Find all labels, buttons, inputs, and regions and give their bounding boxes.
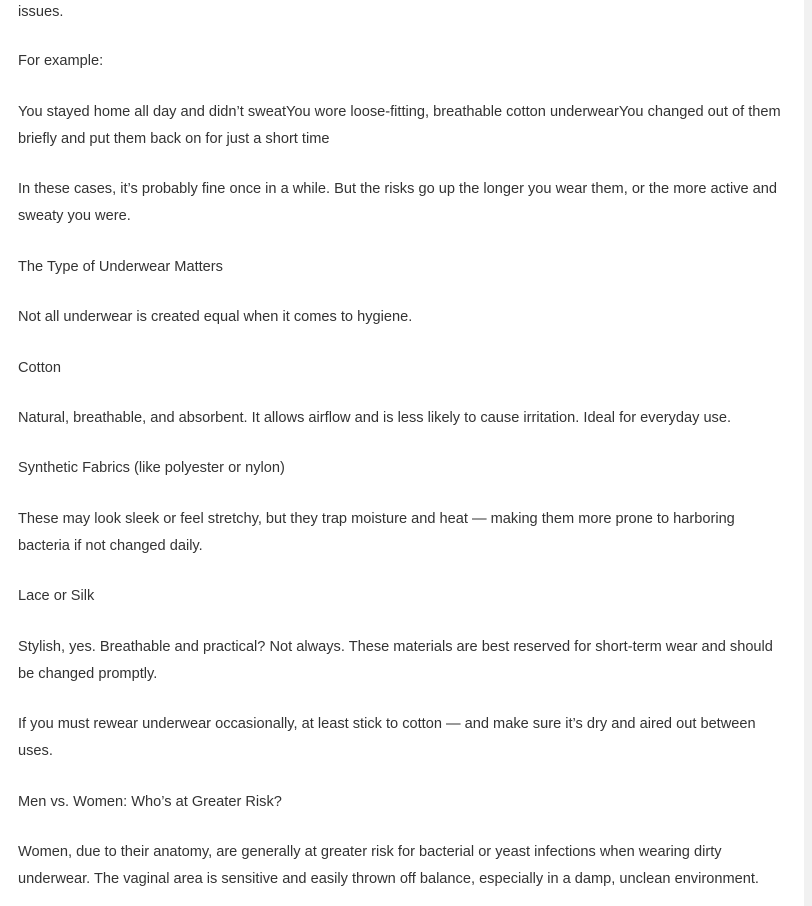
paragraph-not-equal: Not all underwear is created equal when it comes to hygiene.: [18, 309, 413, 325]
paragraph-synthetic: These may look sleek or feel stretchy, but they trap moisture and heat — making them more prone to harboring bacteria if not changed daily.: [18, 511, 735, 554]
paragraph-examples-list: You stayed home all day and didn’t sweatYou wore loose-fitting, breathable cotton underwearYou changed out of them briefly and put them back on for just a short time: [18, 104, 781, 147]
paragraph-rewear-tip: If you must rewear underwear occasionally, at least stick to cotton — and make sure it’s dry and aired out between uses.: [18, 716, 756, 759]
heading-synthetic: Synthetic Fabrics (like polyester or nylon): [18, 460, 285, 476]
paragraph-for-example: For example:: [18, 53, 104, 69]
paragraph-intro-end: issues.: [18, 4, 64, 20]
scrollbar-track[interactable]: [804, 0, 812, 906]
heading-cotton: Cotton: [18, 360, 61, 376]
paragraph-lace-silk: Stylish, yes. Breathable and practical? Not always. These materials are best reserved for short-term wear and should be changed promptly.: [18, 639, 773, 682]
heading-lace-silk: Lace or Silk: [18, 588, 95, 604]
heading-men-vs-women: Men vs. Women: Who’s at Greater Risk?: [18, 794, 282, 810]
paragraph-risk-note: In these cases, it’s probably fine once in a while. But the risks go up the longer you wear them, or the more active and sweaty you were.: [18, 181, 778, 224]
paragraph-women-risk: Women, due to their anatomy, are generally at greater risk for bacterial or yeast infections when wearing dirty underwear. The vaginal area is sensitive and easily thrown off balance, especially in a damp, unclean environment.: [18, 844, 759, 887]
heading-type-of-underwear: The Type of Underwear Matters: [18, 259, 223, 275]
paragraph-cotton: Natural, breathable, and absorbent. It allows airflow and is less likely to cause irritation. Ideal for everyday use.: [18, 410, 732, 426]
